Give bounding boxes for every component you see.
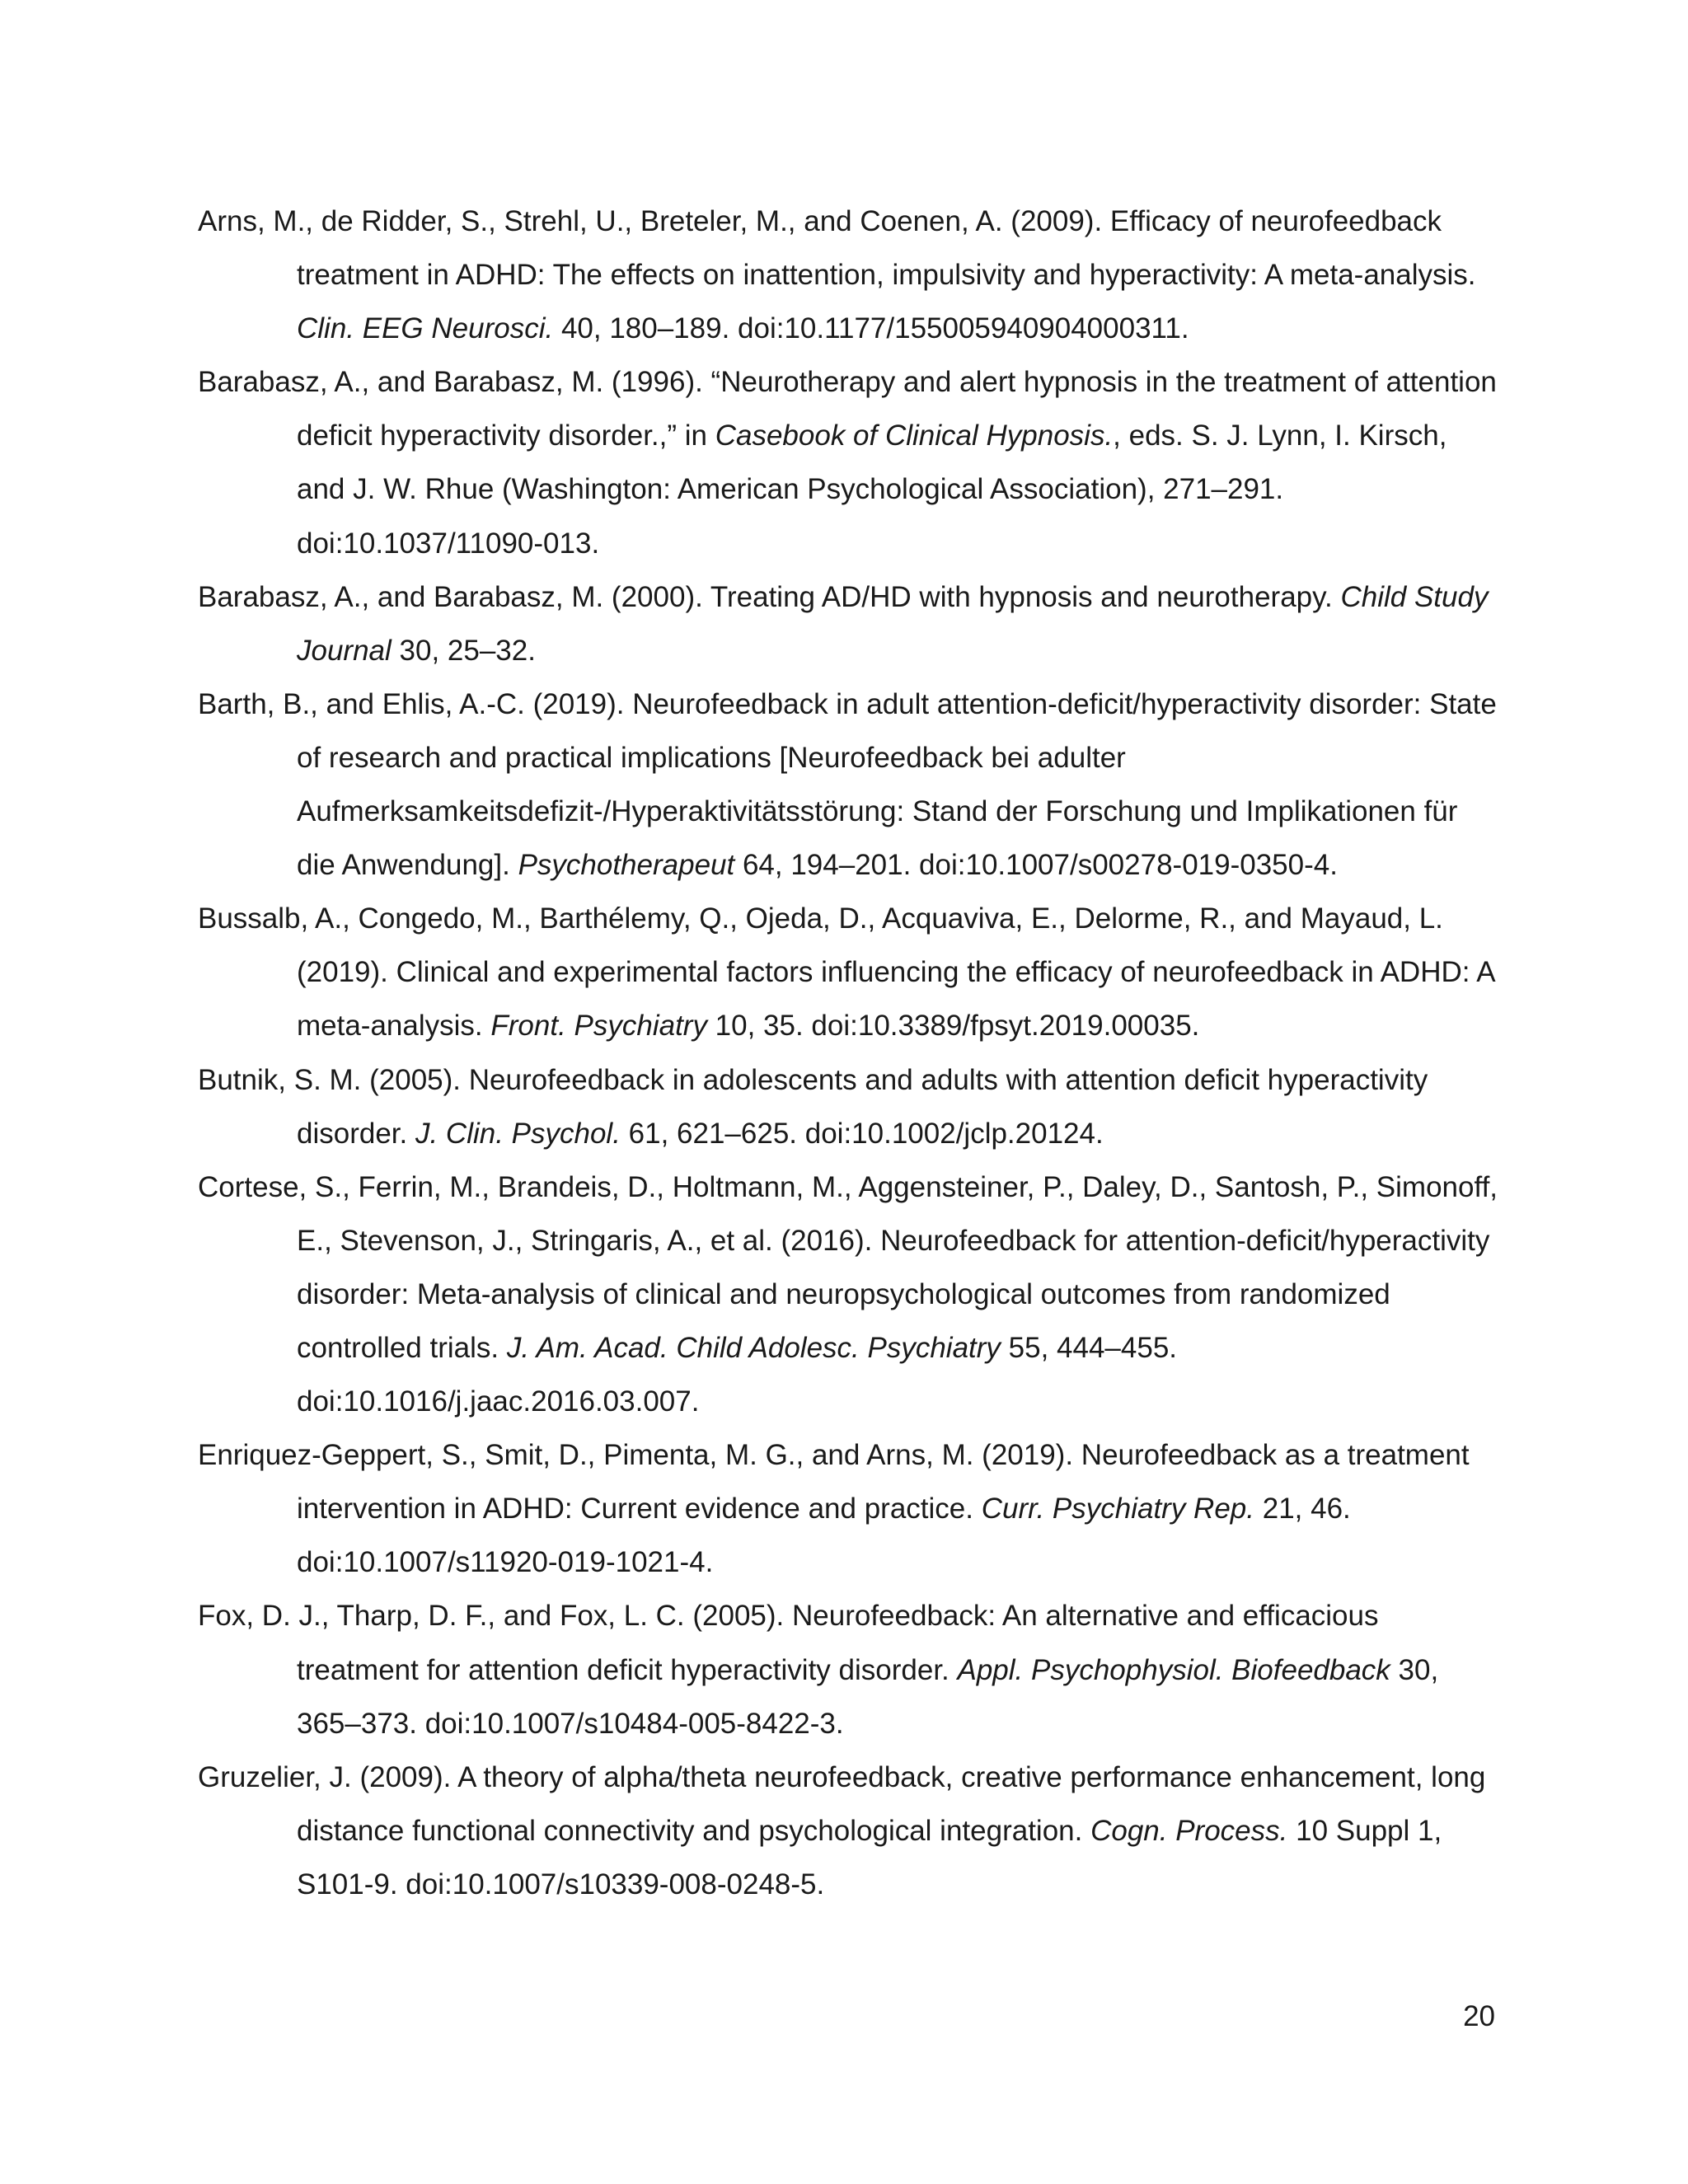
reference-item — [198, 1589, 1500, 1750]
reference-text: Arns, M., de Ridder, S., Strehl, U., Breteler, M., and Coenen, A. (2009). Efficacy of neurofeedback treatment in ADHD: The effects on inattention, impulsivity and hyperactivity: A meta-analysis. — [198, 205, 1476, 292]
reference-journal: Appl. Psychophysiol. Biofeedback — [957, 1653, 1390, 1686]
reference-item — [198, 892, 1500, 1052]
reference-details: 64, 194–201. doi:10.1007/s00278-019-0350-4. — [734, 849, 1338, 882]
reference-item — [198, 677, 1500, 892]
reference-details: 30, 365–373. doi:10.1007/s10484-005-8422-3. — [297, 1653, 1439, 1740]
reference-item — [198, 355, 1500, 569]
reference-details: 61, 621–625. doi:10.1002/jclp.20124. — [620, 1117, 1104, 1150]
reference-item — [198, 1053, 1500, 1160]
reference-journal: Curr. Psychiatry Rep. — [981, 1493, 1254, 1526]
reference-item — [198, 1750, 1500, 1911]
reference-details: 55, 444–455. doi:10.1016/j.jaac.2016.03.007. — [297, 1331, 1178, 1418]
reference-journal: Front. Psychiatry — [490, 1010, 707, 1043]
reference-item — [198, 570, 1500, 677]
reference-text: Bussalb, A., Congedo, M., Barthélemy, Q., Ojeda, D., Acquaviva, E., Delorme, R., and Mayaud, L. (2019). Clinical and experimental factors influencing the efficacy of neurofeedback in ADHD: A meta-analysis. — [198, 902, 1494, 1043]
reference-details: 30, 25–32. — [391, 634, 536, 667]
page-number: 20 — [1463, 2000, 1495, 2032]
reference-journal: Cogn. Process. — [1090, 1814, 1288, 1847]
reference-journal: Casebook of Clinical Hypnosis. — [715, 419, 1114, 452]
reference-journal: J. Am. Acad. Child Adolesc. Psychiatry — [506, 1331, 1001, 1364]
reference-text: Barabasz, A., and Barabasz, M. (1996). “Neurotherapy and alert hypnosis in the treatment of attention deficit hyperactivity disorder.,” in — [198, 366, 1497, 452]
reference-details: 10 Suppl 1, S101-9. doi:10.1007/s10339-008-0248-5. — [297, 1814, 1442, 1900]
reference-details: 21, 46. doi:10.1007/s11920-019-1021-4. — [297, 1493, 1351, 1579]
reference-item — [198, 1428, 1500, 1589]
reference-text: Barth, B., and Ehlis, A.-C. (2019). Neurofeedback in adult attention-deficit/hyperactivity disorder: State of research and practical implications [Neurofeedback bei adulter Aufmerksamkeitsdefizit‑/Hyperaktivitätsstörung: Stand der Forschung und Implikationen für die Anwendung]. — [198, 687, 1497, 882]
reference-list — [198, 194, 1500, 1911]
reference-text: Enriquez-Geppert, S., Smit, D., Pimenta, M. G., and Arns, M. (2019). Neurofeedback as a treatment intervention in ADHD: Current evidence and practice. — [198, 1439, 1470, 1526]
reference-journal: Child Study Journal — [297, 580, 1489, 667]
reference-item — [198, 1160, 1500, 1428]
reference-text: Gruzelier, J. (2009). A theory of alpha/theta neurofeedback, creative performance enhancement, long distance functional connectivity and psychological integration. — [198, 1760, 1486, 1847]
reference-text: Barabasz, A., and Barabasz, M. (2000). Treating AD/HD with hypnosis and neurotherapy. — [198, 580, 1341, 613]
reference-item — [198, 194, 1500, 355]
reference-journal: Psychotherapeut — [518, 849, 735, 882]
reference-journal: Clin. EEG Neurosci. — [297, 312, 554, 345]
reference-text: Butnik, S. M. (2005). Neurofeedback in adolescents and adults with attention deficit hyperactivity disorder. — [198, 1063, 1428, 1150]
reference-text: Cortese, S., Ferrin, M., Brandeis, D., Holtmann, M., Aggensteiner, P., Daley, D., Santosh, P., Simonoff, E., Stevenson, J., Stringaris, A., et al. (2016). Neurofeedback for attention-deficit/hyperactivity disorder: Meta-analysis of clinical and neuropsychological outcomes from randomized controlled trials. — [198, 1170, 1498, 1364]
reference-text: Fox, D. J., Tharp, D. F., and Fox, L. C. (2005). Neurofeedback: An alternative and efficacious treatment for attention deficit hyperactivity disorder. — [198, 1600, 1379, 1686]
reference-details: 40, 180–189. doi:10.1177/155005940904000311. — [553, 312, 1189, 345]
reference-details: 10, 35. doi:10.3389/fpsyt.2019.00035. — [706, 1010, 1200, 1043]
reference-details: , eds. S. J. Lynn, I. Kirsch, and J. W. Rhue (Washington: American Psychological Association), 271–291. doi:10.1037/11090-013. — [297, 419, 1447, 560]
reference-journal: J. Clin. Psychol. — [415, 1117, 621, 1150]
